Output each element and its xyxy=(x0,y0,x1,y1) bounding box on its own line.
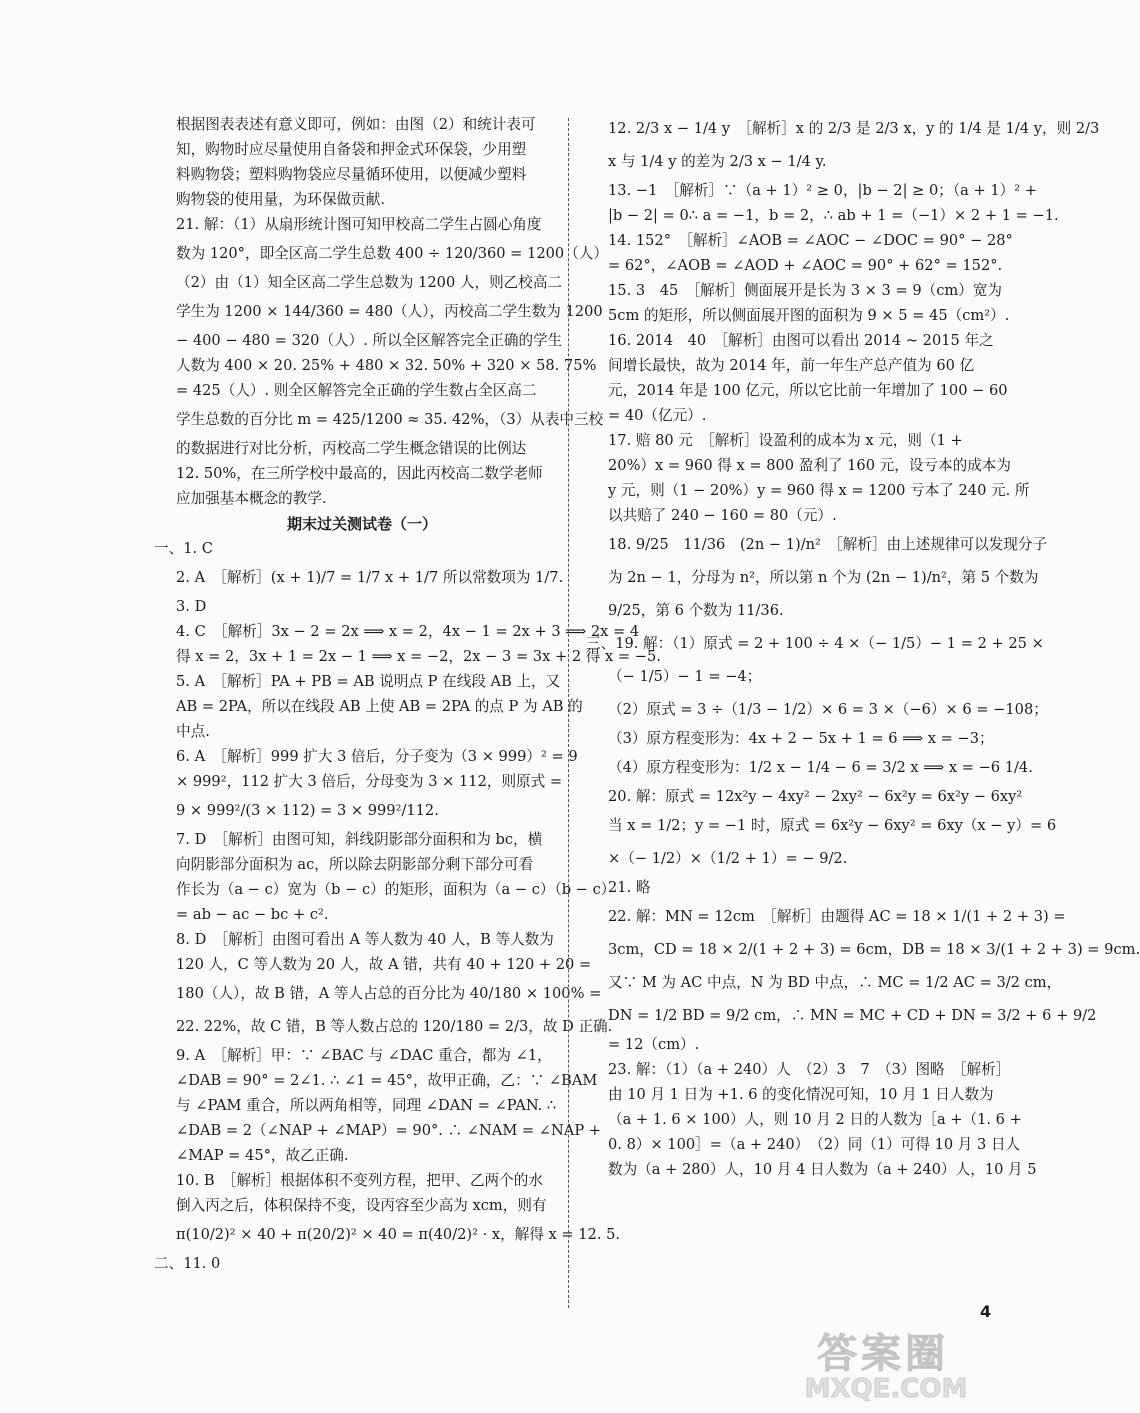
text-line: 15. 3 45 ［解析］侧面展开是长为 3 × 3 = 9（cm）宽为 xyxy=(608,281,1003,299)
text-line: 学生为 1200 × 144/360 = 480（人），丙校高二学生数为 1200 xyxy=(176,302,603,320)
text-line: = 12（cm）. xyxy=(608,1035,700,1053)
text-line: 与 ∠PAM 重合，所以两角相等，同理 ∠DAN = ∠PAN. ∴ xyxy=(176,1096,557,1114)
text-line: 0. 8）× 100］=（a + 240） （2）同（1）可得 10 月 3 日人 xyxy=(608,1135,1021,1153)
text-line: 由 10 月 1 日为 +1. 6 的变化情况可知，10 月 1 日人数为 xyxy=(608,1085,994,1103)
text-line: π(10/2)² × 40 + π(20/2)² × 40 = π(40/2)² · x，解得 x = 12. 5. xyxy=(176,1225,621,1243)
text-line: 9. A ［解析］甲：∵ ∠BAC 与 ∠DAC 重合，都为 ∠1， xyxy=(176,1046,552,1064)
text-line: 元，2014 年是 100 亿元，所以它比前一年增加了 100 − 60 xyxy=(608,381,1008,399)
text-line: 23. 解：（1）（a + 240）人 （2）3 7 （3）图略 ［解析］ xyxy=(608,1060,1011,1078)
text-line: 3. D xyxy=(176,597,207,615)
text-line: 料购物袋；塑料购物袋应尽量循环使用，以便减少塑料 xyxy=(176,165,527,183)
text-line: |b − 2| = 0∴ a = −1，b = 2，∴ ab + 1 =（−1）× 2 + 1 = −1. xyxy=(608,206,1059,224)
text-line: × 999²，112 扩大 3 倍后，分母变为 3 × 112，则原式 = xyxy=(176,772,563,790)
text-line: 购物袋的使用量，为环保做贡献. xyxy=(176,190,385,208)
text-line: ∠DAB = 90° = 2∠1. ∴ ∠1 = 45°，故甲正确，乙：∵ ∠BAM xyxy=(176,1071,598,1089)
text-line: 7. D ［解析］由图可知，斜线阴影部分面积和为 bc，横 xyxy=(176,830,543,848)
text-line: （3）原方程变形为：4x + 2 − 5x + 1 = 6 ⟹ x = −3； xyxy=(608,729,994,747)
text-line: 18. 9/25 11/36 (2n − 1)/n² ［解析］由上述规律可以发现分子 xyxy=(608,535,1048,553)
text-line: 14. 152° ［解析］∠AOB = ∠AOC − ∠DOC = 90° − 28° xyxy=(608,231,1013,249)
text-line: 应加强基本概念的教学. xyxy=(176,489,327,507)
text-line: = 425（人）. 则全区解答完全正确的学生数占全区高二 xyxy=(176,381,537,399)
text-line: 120 人，C 等人数为 20 人，故 A 错，共有 40 + 120 + 20 = xyxy=(176,955,592,973)
right-column xyxy=(586,112,1140,1182)
text-line: 6. A ［解析］999 扩大 3 倍后，分子变为（3 × 999）² = 9 xyxy=(176,747,578,765)
text-line: 又∵ M 为 AC 中点，N 为 BD 中点，∴ MC = 1/2 AC = 3/2 cm， xyxy=(608,973,1062,991)
text-line: 当 x = 1/2；y = −1 时，原式 = 6x²y − 6xy² = 6xy（x − y）= 6 xyxy=(608,816,1057,834)
text-line: 180（人），故 B 错，A 等人占总的百分比为 40/180 × 100% = xyxy=(176,984,602,1002)
text-line: 作长为（a − c）宽为（b − c）的矩形，面积为（a − c）（b − c） xyxy=(176,880,616,898)
text-line: 学生总数的百分比 m = 425/1200 ≈ 35. 42%，（3）从表中三校 xyxy=(176,410,604,428)
text-line: 知，购物时应尽量使用自备袋和押金式环保袋，少用塑 xyxy=(176,140,527,158)
text-line: （2）由（1）知全区高二学生总数为 1200 人，则乙校高二 xyxy=(176,273,563,291)
text-line: 5. A ［解析］PA + PB = AB 说明点 P 在线段 AB 上，又 xyxy=(176,672,561,690)
text-line: 22. 解：MN = 12cm ［解析］由题得 AC = 18 × 1/(1 + 2 + 3) = xyxy=(608,907,1066,925)
text-line: 20. 解：原式 = 12x²y − 4xy² − 2xy² − 6x²y = 6x²y − 6xy² xyxy=(608,787,1023,805)
page-number: 4 xyxy=(980,1302,992,1321)
text-line: 向阴影部分面积为 ac，所以除去阴影部分剩下部分可看 xyxy=(176,855,534,873)
text-line: ∠MAP = 45°，故乙正确. xyxy=(176,1146,349,1164)
text-line: 一、1. C xyxy=(154,539,213,557)
text-line: （a + 1. 6 × 100）人，则 10 月 2 日的人数为［a +（1. 6 + xyxy=(608,1110,1022,1128)
text-line: 人数为 400 × 20. 25% + 480 × 32. 50% + 320 × 58. 75% xyxy=(176,356,597,374)
text-line: 10. B ［解析］根据体积不变列方程，把甲、乙两个的水 xyxy=(176,1171,543,1189)
text-line: 21. 解：（1）从扇形统计图可知甲校高二学生占圆心角度 xyxy=(176,215,542,233)
text-line: 20%）x = 960 得 x = 800 盈利了 160 元，设亏本的成本为 xyxy=(608,456,1011,474)
watermark-logo: 答案圈 xyxy=(817,1330,949,1377)
text-line: （4）原方程变形为：1/2 x − 1/4 − 6 = 3/2 x ⟹ x = −6 1/4. xyxy=(608,758,1033,776)
text-line: = 62°，∠AOB = ∠AOD + ∠AOC = 90° + 62° = 152°. xyxy=(608,256,1003,274)
column-divider xyxy=(568,118,569,1308)
text-line: ×（− 1/2）×（1/2 + 1）= − 9/2. xyxy=(608,849,848,867)
text-line: 13. −1 ［解析］∵（a + 1）² ≥ 0，|b − 2| ≥ 0；（a + 1）² + xyxy=(608,181,1037,199)
text-line: AB = 2PA，所以在线段 AB 上使 AB = 2PA 的点 P 为 AB 的 xyxy=(176,697,583,715)
text-line: 得 x = 2，3x + 1 = 2x − 1 ⟹ x = −2，2x − 3 = 3x + 2 得 x = −5. xyxy=(176,647,661,665)
text-line: 22. 22%，故 C 错，B 等人数占总的 120/180 = 2/3，故 D 正确. xyxy=(176,1017,613,1035)
text-line: DN = 1/2 BD = 9/2 cm，∴ MN = MC + CD + DN = 3/2 + 6 + 9/2 xyxy=(608,1006,1097,1024)
text-line: 2. A ［解析］(x + 1)/7 = 1/7 x + 1/7 所以常数项为 1/7. xyxy=(176,568,564,586)
text-line: 9 × 999²/(3 × 112) = 3 × 999²/112. xyxy=(176,801,439,819)
text-line: y 元，则（1 − 20%）y = 960 得 x = 1200 亏本了 240 元. 所 xyxy=(608,481,1030,499)
text-line: 21. 略 xyxy=(608,878,651,896)
text-line: 倒入丙之后，体积保持不变，设丙容至少高为 xcm，则有 xyxy=(176,1196,547,1214)
text-line: 数为 120°，即全区高二学生总数 400 ÷ 120/360 = 1200（人） xyxy=(176,244,608,262)
text-line: − 400 − 480 = 320（人）. 所以全区解答完全正确的学生 xyxy=(176,331,563,349)
text-line: （2）原式 = 3 ÷（1/3 − 1/2）× 6 = 3 ×（−6）× 6 = −108； xyxy=(608,700,1048,718)
text-line: = 40（亿元）. xyxy=(608,406,707,424)
text-line: 二、11. 0 xyxy=(154,1254,221,1272)
text-line: 8. D ［解析］由图可看出 A 等人数为 40 人，B 等人数为 xyxy=(176,930,554,948)
text-line: 数为（a + 280）人，10 月 4 日人数为（a + 240）人，10 月 5 xyxy=(608,1160,1037,1178)
text-line: 4. C ［解析］3x − 2 = 2x ⟹ x = 2，4x − 1 = 2x + 3 ⟹ 2x = 4 xyxy=(176,622,640,640)
text-line: 间增长最快，故为 2014 年，前一年生产总产值为 60 亿 xyxy=(608,356,975,374)
text-line: （− 1/5）− 1 = −4； xyxy=(608,667,762,685)
text-line: 以共赔了 240 − 160 = 80（元）. xyxy=(608,506,837,524)
watermark-url: MXQE.COM xyxy=(804,1374,968,1404)
text-line: 中点. xyxy=(176,722,210,740)
text-line: 16. 2014 40 ［解析］由图可以看出 2014 ~ 2015 年之 xyxy=(608,331,994,349)
text-line: 12. 50%，在三所学校中最高的，因此丙校高二数学老师 xyxy=(176,464,543,482)
text-line: 9/25，第 6 个数为 11/36. xyxy=(608,601,784,619)
text-line: 5cm 的矩形，所以侧面展开图的面积为 9 × 5 = 45（cm²）. xyxy=(608,306,1010,324)
text-line: 三、19. 解：（1）原式 = 2 + 100 ÷ 4 ×（− 1/5）− 1 = 2 + 25 × xyxy=(586,634,1044,652)
text-line: ∠DAB = 2（∠NAP + ∠MAP）= 90°. ∴ ∠NAM = ∠NAP + xyxy=(176,1121,602,1139)
text-line: 12. 2/3 x − 1/4 y ［解析］x 的 2/3 是 2/3 x，y 的 1/4 是 1/4 y，则 2/3 xyxy=(608,119,1100,137)
text-line: = ab − ac − bc + c². xyxy=(176,905,329,923)
text-line: 3cm，CD = 18 × 2/(1 + 2 + 3) = 6cm，DB = 18 × 3/(1 + 2 + 3) = 9cm. xyxy=(608,940,1140,958)
text-line: 的数据进行对比分析，丙校高二学生概念错误的比例达 xyxy=(176,439,527,457)
text-line: 17. 赔 80 元 ［解析］设盈利的成本为 x 元，则（1 + xyxy=(608,431,963,449)
text-line: 为 2n − 1，分母为 n²，所以第 n 个为 (2n − 1)/n²，第 5 个数为 xyxy=(608,568,1039,586)
section-title: 期末过关测试卷（一） xyxy=(286,514,437,533)
text-line: 根据图表表述有意义即可，例如：由图（2）和统计表可 xyxy=(176,115,536,133)
text-line: x 与 1/4 y 的差为 2/3 x − 1/4 y. xyxy=(608,152,827,170)
